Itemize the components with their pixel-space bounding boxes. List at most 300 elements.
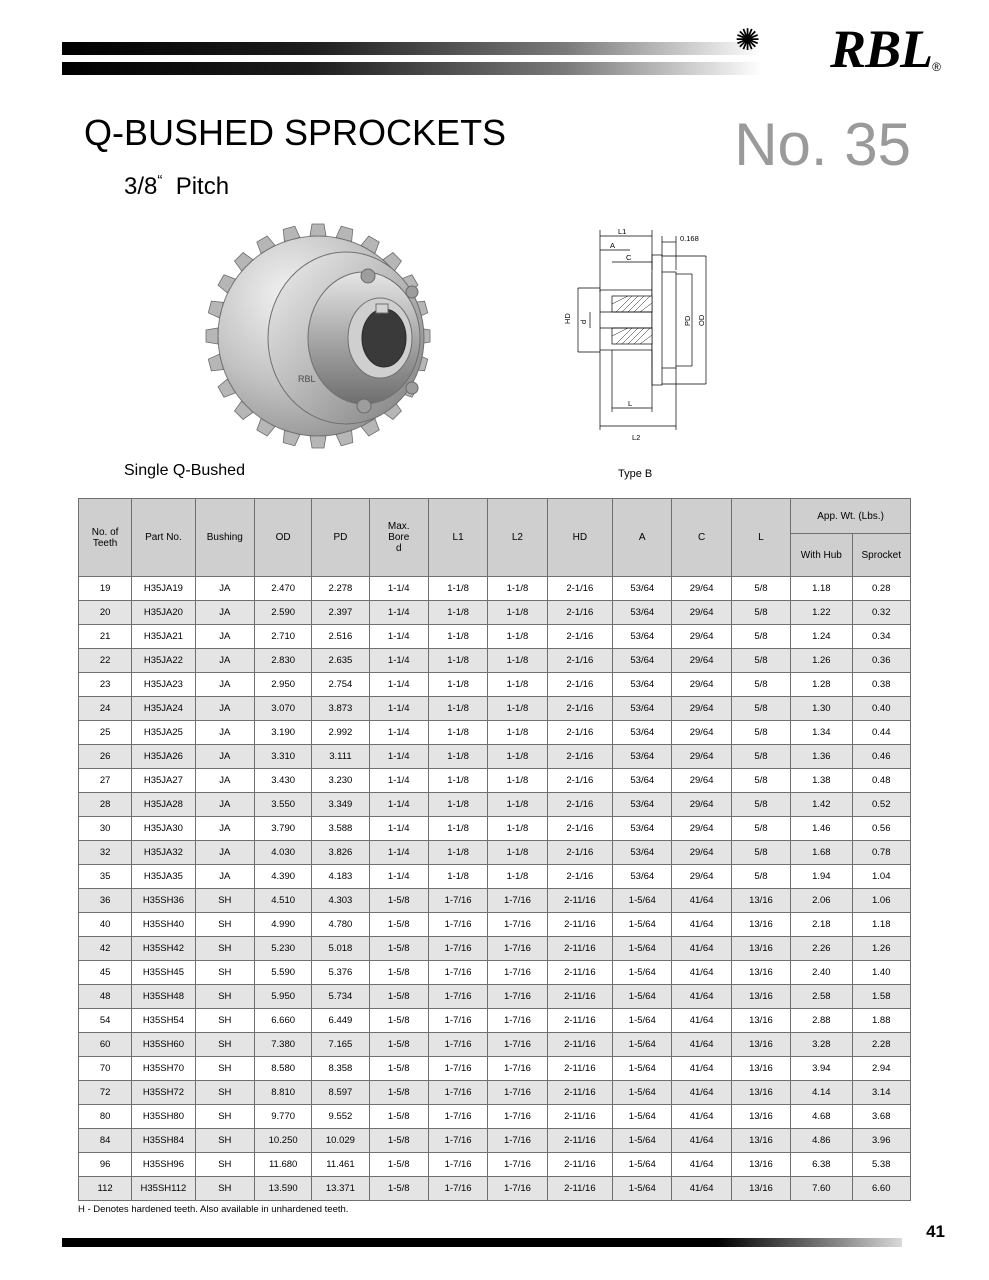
cell-weight-sprocket: 3.68 <box>852 1105 910 1129</box>
cell-l1: 1-1/8 <box>428 649 487 673</box>
cell-part-no: H35SH45 <box>132 961 195 985</box>
dim-label-a: A <box>610 241 616 250</box>
cell-pd: 11.461 <box>312 1153 369 1177</box>
table-row <box>79 1081 911 1105</box>
registered-trademark-icon: ® <box>932 60 941 75</box>
cell-l2: 1-1/8 <box>488 745 547 769</box>
cell-weight-sprocket: 0.46 <box>852 745 910 769</box>
cell-weight-sprocket: 0.44 <box>852 721 910 745</box>
cell-pd: 2.992 <box>312 721 369 745</box>
cell-max-bore: 1-1/4 <box>369 793 428 817</box>
cell-pd: 10.029 <box>312 1129 369 1153</box>
cell-od: 10.250 <box>254 1129 311 1153</box>
cell-l: 5/8 <box>731 769 790 793</box>
cell-max-bore: 1-5/8 <box>369 913 428 937</box>
cell-l2: 1-7/16 <box>488 1057 547 1081</box>
cell-weight-with-hub: 2.06 <box>791 889 852 913</box>
sprocket-brand-mark: RBL <box>298 374 316 384</box>
cell-weight-with-hub: 1.68 <box>791 841 852 865</box>
cell-weight-sprocket: 0.32 <box>852 601 910 625</box>
cell-hd: 2-11/16 <box>547 985 612 1009</box>
cell-bushing: SH <box>195 1153 254 1177</box>
cell-weight-with-hub: 2.26 <box>791 937 852 961</box>
cell-hd: 2-1/16 <box>547 721 612 745</box>
cell-part-no: H35JA30 <box>132 817 195 841</box>
table-row <box>79 1057 911 1081</box>
sprocket-photo <box>196 218 476 453</box>
cell-a: 53/64 <box>613 745 672 769</box>
cell-pd: 3.230 <box>312 769 369 793</box>
cell-od: 2.590 <box>254 601 311 625</box>
cell-weight-sprocket: 0.78 <box>852 841 910 865</box>
table-row <box>79 1153 911 1177</box>
cell-hd: 2-11/16 <box>547 961 612 985</box>
cell-weight-sprocket: 1.06 <box>852 889 910 913</box>
cell-part-no: H35JA28 <box>132 793 195 817</box>
header-l1: L1 <box>428 499 487 577</box>
cell-teeth: 48 <box>79 985 132 1009</box>
cell-part-no: H35SH84 <box>132 1129 195 1153</box>
dim-label-l2: L2 <box>632 433 641 442</box>
header-l2: L2 <box>488 499 547 577</box>
cell-weight-with-hub: 1.30 <box>791 697 852 721</box>
cell-pd: 6.449 <box>312 1009 369 1033</box>
cell-c: 29/64 <box>672 817 731 841</box>
cell-c: 29/64 <box>672 865 731 889</box>
cell-weight-with-hub: 2.58 <box>791 985 852 1009</box>
cell-hd: 2-1/16 <box>547 601 612 625</box>
cell-c: 41/64 <box>672 889 731 913</box>
cell-a: 53/64 <box>613 697 672 721</box>
cell-c: 41/64 <box>672 1177 731 1201</box>
cell-l1: 1-1/8 <box>428 577 487 601</box>
cell-hd: 2-1/16 <box>547 745 612 769</box>
cell-max-bore: 1-5/8 <box>369 1081 428 1105</box>
cell-a: 1-5/64 <box>613 1105 672 1129</box>
cell-od: 2.470 <box>254 577 311 601</box>
cell-part-no: H35SH40 <box>132 913 195 937</box>
cell-bushing: JA <box>195 577 254 601</box>
cell-part-no: H35JA21 <box>132 625 195 649</box>
cell-c: 41/64 <box>672 961 731 985</box>
cell-l2: 1-7/16 <box>488 1153 547 1177</box>
cell-l1: 1-7/16 <box>428 985 487 1009</box>
cell-l: 13/16 <box>731 1153 790 1177</box>
cell-l: 5/8 <box>731 841 790 865</box>
table-row <box>79 1129 911 1153</box>
cell-weight-with-hub: 1.46 <box>791 817 852 841</box>
table-row <box>79 673 911 697</box>
cell-od: 13.590 <box>254 1177 311 1201</box>
cell-part-no: H35SH36 <box>132 889 195 913</box>
header-part-no: Part No. <box>132 499 195 577</box>
header-bar-top <box>62 42 762 55</box>
cell-weight-sprocket: 0.48 <box>852 769 910 793</box>
dim-label-l: L <box>628 399 633 408</box>
cell-l2: 1-1/8 <box>488 841 547 865</box>
cell-part-no: H35SH80 <box>132 1105 195 1129</box>
header-teeth-line2: Teeth <box>92 537 118 549</box>
table-row <box>79 841 911 865</box>
pitch-unit: “ <box>157 172 163 189</box>
cell-l1: 1-7/16 <box>428 913 487 937</box>
cell-c: 41/64 <box>672 937 731 961</box>
cell-bushing: JA <box>195 625 254 649</box>
cell-hd: 2-11/16 <box>547 1105 612 1129</box>
cell-weight-sprocket: 0.56 <box>852 817 910 841</box>
cell-pd: 13.371 <box>312 1177 369 1201</box>
cell-od: 6.660 <box>254 1009 311 1033</box>
cell-weight-sprocket: 2.94 <box>852 1057 910 1081</box>
cell-od: 8.810 <box>254 1081 311 1105</box>
cell-weight-with-hub: 3.28 <box>791 1033 852 1057</box>
cell-l2: 1-7/16 <box>488 1177 547 1201</box>
cell-weight-with-hub: 1.22 <box>791 601 852 625</box>
cell-max-bore: 1-5/8 <box>369 889 428 913</box>
cell-bushing: SH <box>195 1129 254 1153</box>
cell-bushing: JA <box>195 601 254 625</box>
cell-c: 29/64 <box>672 745 731 769</box>
cell-c: 41/64 <box>672 1081 731 1105</box>
header-bushing: Bushing <box>195 499 254 577</box>
cell-od: 2.950 <box>254 673 311 697</box>
cell-l1: 1-1/8 <box>428 769 487 793</box>
cell-bushing: JA <box>195 769 254 793</box>
cell-od: 2.710 <box>254 625 311 649</box>
cell-bushing: SH <box>195 1177 254 1201</box>
cell-teeth: 96 <box>79 1153 132 1177</box>
cell-pd: 8.597 <box>312 1081 369 1105</box>
starburst-icon: ✺ <box>735 24 761 57</box>
table-row <box>79 697 911 721</box>
cell-l2: 1-7/16 <box>488 1129 547 1153</box>
cell-l2: 1-1/8 <box>488 721 547 745</box>
cell-a: 1-5/64 <box>613 1177 672 1201</box>
cell-l2: 1-1/8 <box>488 769 547 793</box>
dim-label-d: d <box>579 319 588 324</box>
cell-teeth: 21 <box>79 625 132 649</box>
cell-hd: 2-1/16 <box>547 841 612 865</box>
cell-c: 29/64 <box>672 769 731 793</box>
type-b-diagram <box>556 200 756 450</box>
header-weight-sprocket: Sprocket <box>852 534 910 577</box>
table-row <box>79 1105 911 1129</box>
cell-max-bore: 1-5/8 <box>369 1057 428 1081</box>
cell-l1: 1-7/16 <box>428 1105 487 1129</box>
table-row <box>79 577 911 601</box>
cell-l1: 1-1/8 <box>428 841 487 865</box>
cell-bushing: JA <box>195 841 254 865</box>
cell-od: 3.550 <box>254 793 311 817</box>
cell-l1: 1-7/16 <box>428 1033 487 1057</box>
cell-l1: 1-7/16 <box>428 1009 487 1033</box>
cell-l: 13/16 <box>731 1105 790 1129</box>
cell-od: 2.830 <box>254 649 311 673</box>
cell-teeth: 24 <box>79 697 132 721</box>
cell-weight-with-hub: 1.26 <box>791 649 852 673</box>
dim-label-c: C <box>626 253 632 262</box>
cell-weight-with-hub: 3.94 <box>791 1057 852 1081</box>
cell-teeth: 25 <box>79 721 132 745</box>
cell-l1: 1-1/8 <box>428 793 487 817</box>
cell-a: 1-5/64 <box>613 1153 672 1177</box>
cell-max-bore: 1-5/8 <box>369 1009 428 1033</box>
cell-weight-with-hub: 1.94 <box>791 865 852 889</box>
cell-pd: 3.826 <box>312 841 369 865</box>
cell-hd: 2-11/16 <box>547 889 612 913</box>
cell-a: 53/64 <box>613 793 672 817</box>
cell-l: 5/8 <box>731 745 790 769</box>
cell-l: 5/8 <box>731 601 790 625</box>
cell-a: 1-5/64 <box>613 1129 672 1153</box>
table-row <box>79 889 911 913</box>
cell-l1: 1-7/16 <box>428 1057 487 1081</box>
cell-l: 13/16 <box>731 1009 790 1033</box>
cell-l2: 1-7/16 <box>488 1081 547 1105</box>
cell-l2: 1-7/16 <box>488 1105 547 1129</box>
cell-max-bore: 1-1/4 <box>369 865 428 889</box>
cell-od: 3.070 <box>254 697 311 721</box>
cell-bushing: SH <box>195 1033 254 1057</box>
cell-part-no: H35JA20 <box>132 601 195 625</box>
cell-pd: 5.018 <box>312 937 369 961</box>
cell-part-no: H35SH48 <box>132 985 195 1009</box>
pitch-fraction: 3/8 <box>124 173 158 200</box>
cell-l: 13/16 <box>731 961 790 985</box>
cell-l: 5/8 <box>731 673 790 697</box>
cell-weight-with-hub: 1.38 <box>791 769 852 793</box>
cell-weight-with-hub: 1.28 <box>791 673 852 697</box>
cell-weight-sprocket: 0.38 <box>852 673 910 697</box>
cell-l: 13/16 <box>731 1081 790 1105</box>
cell-teeth: 72 <box>79 1081 132 1105</box>
cell-weight-sprocket: 1.40 <box>852 961 910 985</box>
cell-max-bore: 1-1/4 <box>369 625 428 649</box>
cell-teeth: 30 <box>79 817 132 841</box>
table-row <box>79 1033 911 1057</box>
cell-c: 41/64 <box>672 1057 731 1081</box>
cell-od: 5.590 <box>254 961 311 985</box>
header-teeth <box>79 499 132 577</box>
cell-l2: 1-7/16 <box>488 985 547 1009</box>
cell-l2: 1-1/8 <box>488 817 547 841</box>
cell-teeth: 54 <box>79 1009 132 1033</box>
cell-part-no: H35JA27 <box>132 769 195 793</box>
header-teeth-line1: No. of <box>91 526 119 538</box>
cell-a: 1-5/64 <box>613 889 672 913</box>
pitch-word: Pitch <box>175 173 230 200</box>
cell-hd: 2-11/16 <box>547 937 612 961</box>
cell-hd: 2-11/16 <box>547 1153 612 1177</box>
cell-a: 1-5/64 <box>613 937 672 961</box>
cell-weight-sprocket: 6.60 <box>852 1177 910 1201</box>
cell-od: 7.380 <box>254 1033 311 1057</box>
header-od: OD <box>254 499 311 577</box>
cell-teeth: 22 <box>79 649 132 673</box>
cell-pd: 7.165 <box>312 1033 369 1057</box>
table-row <box>79 649 911 673</box>
cell-a: 1-5/64 <box>613 1081 672 1105</box>
cell-pd: 4.780 <box>312 913 369 937</box>
cell-l2: 1-1/8 <box>488 649 547 673</box>
cell-bushing: JA <box>195 817 254 841</box>
cell-part-no: H35JA23 <box>132 673 195 697</box>
cell-l1: 1-1/8 <box>428 601 487 625</box>
cell-max-bore: 1-1/4 <box>369 697 428 721</box>
cell-pd: 4.303 <box>312 889 369 913</box>
cell-a: 1-5/64 <box>613 1009 672 1033</box>
cell-bushing: SH <box>195 937 254 961</box>
cell-l1: 1-7/16 <box>428 961 487 985</box>
cell-max-bore: 1-1/4 <box>369 817 428 841</box>
table-row <box>79 865 911 889</box>
cell-max-bore: 1-5/8 <box>369 961 428 985</box>
cell-c: 29/64 <box>672 601 731 625</box>
cell-od: 4.510 <box>254 889 311 913</box>
cell-l1: 1-1/8 <box>428 745 487 769</box>
cell-weight-sprocket: 1.26 <box>852 937 910 961</box>
cell-teeth: 60 <box>79 1033 132 1057</box>
cell-max-bore: 1-1/4 <box>369 841 428 865</box>
cell-l1: 1-7/16 <box>428 1129 487 1153</box>
cell-weight-sprocket: 0.28 <box>852 577 910 601</box>
cell-c: 41/64 <box>672 1129 731 1153</box>
cell-weight-sprocket: 2.28 <box>852 1033 910 1057</box>
cell-hd: 2-1/16 <box>547 865 612 889</box>
cell-bushing: JA <box>195 865 254 889</box>
header-l: L <box>731 499 790 577</box>
dim-label-thickness: 0.168 <box>680 234 699 243</box>
cell-teeth: 42 <box>79 937 132 961</box>
cell-l1: 1-1/8 <box>428 625 487 649</box>
cell-l: 5/8 <box>731 577 790 601</box>
cell-c: 29/64 <box>672 625 731 649</box>
table-row <box>79 601 911 625</box>
cell-pd: 2.516 <box>312 625 369 649</box>
cell-c: 29/64 <box>672 577 731 601</box>
specs-table-body <box>79 577 911 1201</box>
cell-od: 4.990 <box>254 913 311 937</box>
cell-a: 53/64 <box>613 625 672 649</box>
cell-l2: 1-7/16 <box>488 961 547 985</box>
cell-weight-with-hub: 6.38 <box>791 1153 852 1177</box>
cell-l: 13/16 <box>731 1177 790 1201</box>
cell-part-no: H35JA24 <box>132 697 195 721</box>
cell-a: 53/64 <box>613 817 672 841</box>
cell-hd: 2-11/16 <box>547 913 612 937</box>
cell-pd: 5.376 <box>312 961 369 985</box>
cell-weight-with-hub: 1.18 <box>791 577 852 601</box>
cell-max-bore: 1-1/4 <box>369 673 428 697</box>
page-subtitle <box>124 172 229 201</box>
table-row <box>79 721 911 745</box>
cell-weight-sprocket: 0.34 <box>852 625 910 649</box>
cell-l: 5/8 <box>731 697 790 721</box>
table-row <box>79 745 911 769</box>
cell-l: 5/8 <box>731 625 790 649</box>
cell-od: 5.950 <box>254 985 311 1009</box>
cell-l2: 1-1/8 <box>488 601 547 625</box>
cell-hd: 2-11/16 <box>547 1033 612 1057</box>
cell-weight-with-hub: 4.68 <box>791 1105 852 1129</box>
sprocket-specs-table <box>78 498 911 1201</box>
cell-c: 29/64 <box>672 649 731 673</box>
cell-l1: 1-7/16 <box>428 889 487 913</box>
cell-bushing: SH <box>195 889 254 913</box>
cell-l: 13/16 <box>731 937 790 961</box>
cell-c: 41/64 <box>672 1153 731 1177</box>
table-row <box>79 1009 911 1033</box>
cell-od: 4.390 <box>254 865 311 889</box>
cell-pd: 4.183 <box>312 865 369 889</box>
cell-max-bore: 1-5/8 <box>369 1177 428 1201</box>
specs-table-container <box>78 498 911 1201</box>
cell-l2: 1-1/8 <box>488 865 547 889</box>
cell-weight-sprocket: 3.96 <box>852 1129 910 1153</box>
cell-hd: 2-1/16 <box>547 769 612 793</box>
header-a: A <box>613 499 672 577</box>
cell-pd: 8.358 <box>312 1057 369 1081</box>
cell-bushing: SH <box>195 913 254 937</box>
table-row <box>79 769 911 793</box>
cell-pd: 3.349 <box>312 793 369 817</box>
cell-bushing: SH <box>195 1057 254 1081</box>
cell-part-no: H35JA19 <box>132 577 195 601</box>
cell-pd: 3.873 <box>312 697 369 721</box>
cell-teeth: 35 <box>79 865 132 889</box>
cell-l1: 1-7/16 <box>428 1177 487 1201</box>
cell-a: 53/64 <box>613 721 672 745</box>
cell-pd: 5.734 <box>312 985 369 1009</box>
dim-label-pd: PD <box>683 315 692 326</box>
cell-l1: 1-7/16 <box>428 937 487 961</box>
cell-part-no: H35JA26 <box>132 745 195 769</box>
header-max-bore-line1: Max. <box>387 521 410 532</box>
cell-pd: 9.552 <box>312 1105 369 1129</box>
cell-weight-with-hub: 7.60 <box>791 1177 852 1201</box>
cell-part-no: H35SH72 <box>132 1081 195 1105</box>
cell-od: 4.030 <box>254 841 311 865</box>
cell-pd: 2.397 <box>312 601 369 625</box>
cell-l1: 1-7/16 <box>428 1081 487 1105</box>
header-hd: HD <box>547 499 612 577</box>
cell-part-no: H35JA25 <box>132 721 195 745</box>
cell-l1: 1-1/8 <box>428 721 487 745</box>
cell-a: 53/64 <box>613 673 672 697</box>
cell-a: 1-5/64 <box>613 913 672 937</box>
cell-hd: 2-11/16 <box>547 1009 612 1033</box>
cell-l: 13/16 <box>731 1033 790 1057</box>
cell-a: 53/64 <box>613 865 672 889</box>
cell-weight-with-hub: 1.34 <box>791 721 852 745</box>
cell-weight-with-hub: 4.14 <box>791 1081 852 1105</box>
dim-label-l1: L1 <box>618 227 627 236</box>
cell-teeth: 23 <box>79 673 132 697</box>
cell-bushing: JA <box>195 793 254 817</box>
cell-a: 53/64 <box>613 649 672 673</box>
cell-l2: 1-7/16 <box>488 937 547 961</box>
dim-label-hd: HD <box>563 313 572 324</box>
cell-bushing: SH <box>195 961 254 985</box>
cell-l: 5/8 <box>731 721 790 745</box>
cell-part-no: H35JA35 <box>132 865 195 889</box>
cell-part-no: H35SH112 <box>132 1177 195 1201</box>
cell-part-no: H35SH70 <box>132 1057 195 1081</box>
cell-od: 3.790 <box>254 817 311 841</box>
table-row <box>79 985 911 1009</box>
cell-part-no: H35SH54 <box>132 1009 195 1033</box>
cell-teeth: 36 <box>79 889 132 913</box>
